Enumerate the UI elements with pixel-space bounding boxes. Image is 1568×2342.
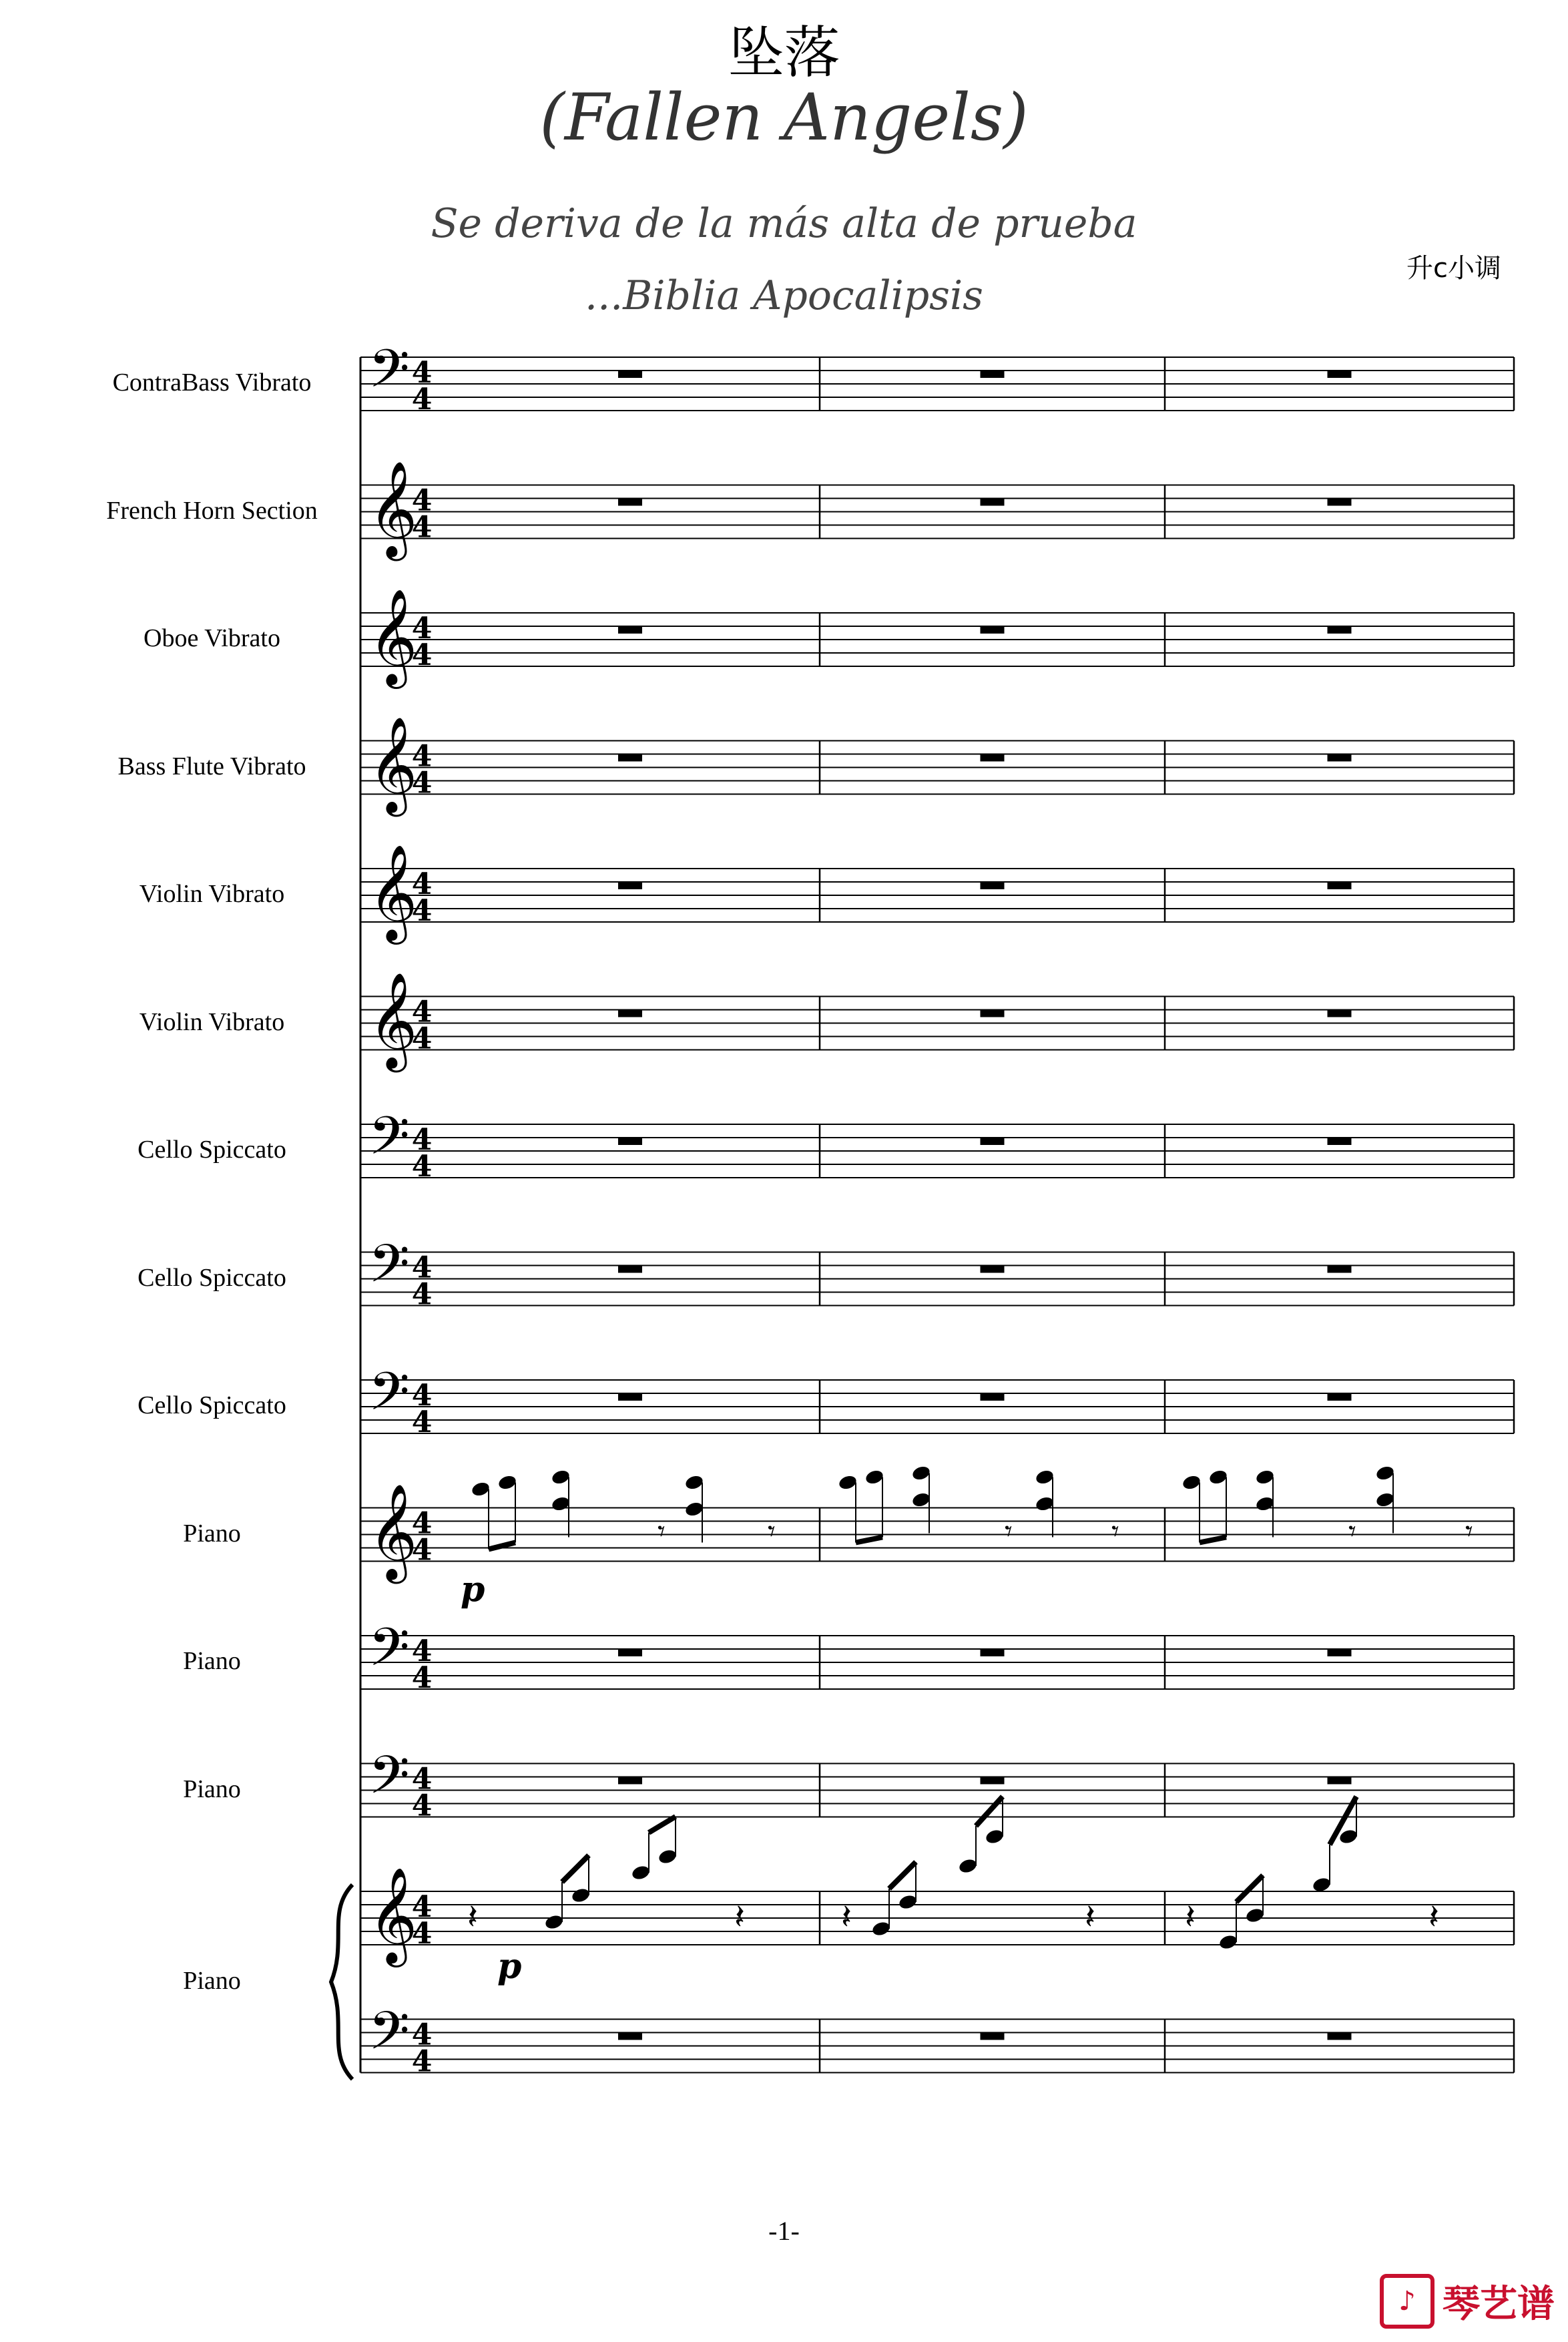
whole-rest-icon [981,1777,1005,1785]
note-head [497,1474,518,1491]
whole-rest-icon [618,882,642,889]
whole-rest-icon [618,1649,642,1656]
eighth-rest-icon: 𝄾 [1465,1514,1473,1549]
time-signature-numerator: 4 [411,1506,433,1541]
whole-rest-icon [981,499,1005,506]
instrument-label: Violin Vibrato [139,880,285,908]
eighth-rest-icon: 𝄾 [1348,1514,1356,1549]
instrument-label: Piano [183,1519,241,1548]
note-head [1375,1491,1396,1509]
instrument-label: Bass Flute Vibrato [117,752,306,780]
note-head [551,1495,571,1513]
whole-rest-icon [1328,2033,1352,2040]
whole-rest-icon [1328,499,1352,506]
quarter-rest-icon: 𝄽 [1428,1897,1439,1937]
bass-clef-icon: 𝄢 [368,1616,410,1691]
note-beam [889,1862,916,1889]
note-head [571,1887,591,1904]
note-head [911,1491,932,1509]
score-title: 坠落 [728,20,840,85]
whole-rest-icon [618,1138,642,1145]
note-head [544,1913,565,1931]
grand-staff-brace [331,1885,352,2080]
note-head [1255,1469,1276,1486]
dynamic-marking: p [461,1569,485,1610]
treble-clef-icon: 𝄞 [368,589,418,685]
key-label: 升c小调 [1406,253,1501,284]
whole-rest-icon [618,371,642,378]
instrument-label: Violin Vibrato [139,1007,285,1036]
note-head [1245,1907,1266,1924]
whole-rest-icon [618,1393,642,1401]
note-head [551,1469,571,1486]
note-beam [976,1797,1003,1826]
whole-rest-icon [1328,371,1352,378]
whole-rest-icon [1328,626,1352,634]
whole-rest-icon [981,1266,1005,1273]
time-signature-numerator: 4 [411,612,433,646]
quarter-rest-icon: 𝄽 [841,1897,852,1937]
instrument-label: French Horn Section [106,496,318,525]
quarter-rest-icon: 𝄽 [1085,1897,1095,1937]
time-signature-denominator: 4 [411,1405,433,1439]
time-signature-denominator: 4 [411,1533,433,1568]
whole-rest-icon [1328,1777,1352,1785]
note-head [471,1481,491,1498]
epigraph-line-1: Se deriva de la más alta de prueba [431,200,1137,247]
instrument-label: Cello Spiccato [138,1263,286,1292]
time-signature-denominator: 4 [411,894,433,928]
time-signature-denominator: 4 [411,638,433,672]
time-signature-denominator: 4 [411,1917,433,1951]
bass-clef-icon: 𝄢 [368,1361,410,1435]
whole-rest-icon [1328,1266,1352,1273]
whole-rest-icon [981,754,1005,762]
time-signature-numerator: 4 [411,356,433,390]
time-signature-numerator: 4 [411,867,433,901]
note-head [1208,1469,1229,1486]
instrument-label: Piano [183,1775,241,1803]
note-beam [856,1538,882,1543]
note-head [1375,1465,1396,1482]
treble-clef-icon: 𝄞 [368,1867,418,1963]
quarter-rest-icon: 𝄽 [467,1897,478,1937]
note-head [1035,1495,1055,1513]
eighth-rest-icon: 𝄾 [768,1514,776,1549]
treble-clef-icon: 𝄞 [368,716,418,813]
note-beam [1200,1538,1226,1543]
whole-rest-icon [618,754,642,762]
note-beam [649,1817,676,1833]
whole-rest-icon [618,626,642,634]
dynamic-marking: p [497,1946,522,1987]
whole-rest-icon [618,499,642,506]
note-head [684,1474,705,1491]
time-signature-numerator: 4 [411,1634,433,1668]
bass-clef-icon: 𝄢 [368,1232,410,1308]
note-head [985,1828,1005,1845]
time-signature-numerator: 4 [411,739,433,774]
time-signature-denominator: 4 [411,2044,433,2079]
whole-rest-icon [618,1266,642,1273]
note-head [658,1848,678,1865]
whole-rest-icon [1328,1393,1352,1401]
whole-rest-icon [618,1777,642,1785]
note-beam [562,1855,589,1882]
eighth-rest-icon: 𝄾 [1005,1514,1013,1549]
bass-clef-icon: 𝄢 [368,338,410,413]
treble-clef-icon: 𝄞 [368,972,418,1069]
quarter-rest-icon: 𝄽 [1185,1897,1196,1937]
time-signature-numerator: 4 [411,1123,433,1157]
note-head [1255,1495,1276,1513]
whole-rest-icon [981,626,1005,634]
instrument-label: Cello Spiccato [138,1391,286,1419]
whole-rest-icon [618,1010,642,1017]
whole-rest-icon [981,371,1005,378]
time-signature-numerator: 4 [411,1890,433,1924]
time-signature-denominator: 4 [411,1661,433,1695]
whole-rest-icon [981,882,1005,889]
whole-rest-icon [1328,882,1352,889]
note-head [871,1920,892,1937]
note-head [1182,1474,1202,1491]
whole-rest-icon [981,2033,1005,2040]
time-signature-denominator: 4 [411,1021,433,1056]
whole-rest-icon [1328,1010,1352,1017]
time-signature-denominator: 4 [411,383,433,417]
time-signature-denominator: 4 [411,1277,433,1312]
whole-rest-icon [1328,754,1352,762]
bass-clef-icon: 𝄢 [368,1744,410,1819]
note-head [898,1893,919,1911]
epigraph-line-2: ...Biblia Apocalipsis [585,272,983,319]
time-signature-denominator: 4 [411,1150,433,1184]
treble-clef-icon: 𝄞 [368,845,418,941]
instrument-label: Cello Spiccato [138,1136,286,1164]
note-head [864,1469,885,1486]
whole-rest-icon [981,1138,1005,1145]
eighth-rest-icon: 𝄾 [658,1514,666,1549]
time-signature-numerator: 4 [411,995,433,1029]
note-head [1218,1933,1239,1951]
time-signature-denominator: 4 [411,766,433,800]
note-head [958,1857,979,1875]
bass-clef-icon: 𝄢 [368,1105,410,1180]
whole-rest-icon [981,1393,1005,1401]
treble-clef-icon: 𝄞 [368,1483,418,1580]
note-beam [1236,1875,1263,1902]
time-signature-denominator: 4 [411,1789,433,1823]
bass-clef-icon: 𝄢 [368,2000,410,2075]
score-subtitle: (Fallen Angels) [539,80,1029,155]
brand-logo [1380,2274,1555,2329]
whole-rest-icon [618,2033,642,2040]
instrument-label: Oboe Vibrato [144,624,280,652]
instrument-label: Piano [183,1647,241,1675]
whole-rest-icon [1328,1138,1352,1145]
time-signature-numerator: 4 [411,1762,433,1797]
instrument-label: ContraBass Vibrato [112,369,312,397]
whole-rest-icon [981,1010,1005,1017]
time-signature-numerator: 4 [411,2018,433,2052]
instrument-label: Piano [183,1966,241,1995]
note-head [1338,1828,1359,1845]
eighth-rest-icon: 𝄾 [1111,1514,1119,1549]
treble-clef-icon: 𝄞 [368,461,418,557]
time-signature-numerator: 4 [411,483,433,518]
note-head [911,1465,932,1482]
quarter-rest-icon: 𝄽 [734,1897,745,1937]
note-head [684,1501,705,1518]
page-number: -1- [768,2216,800,2246]
time-signature-denominator: 4 [411,510,433,545]
whole-rest-icon [1328,1649,1352,1656]
brand-mark-icon: ♪ [1380,2274,1434,2329]
brand-name: 琴艺谱 [1443,2283,1555,2326]
time-signature-numerator: 4 [411,1379,433,1413]
note-head [631,1864,651,1881]
time-signature-numerator: 4 [411,1250,433,1285]
note-head [838,1474,858,1491]
whole-rest-icon [981,1649,1005,1656]
note-head [1035,1469,1055,1486]
